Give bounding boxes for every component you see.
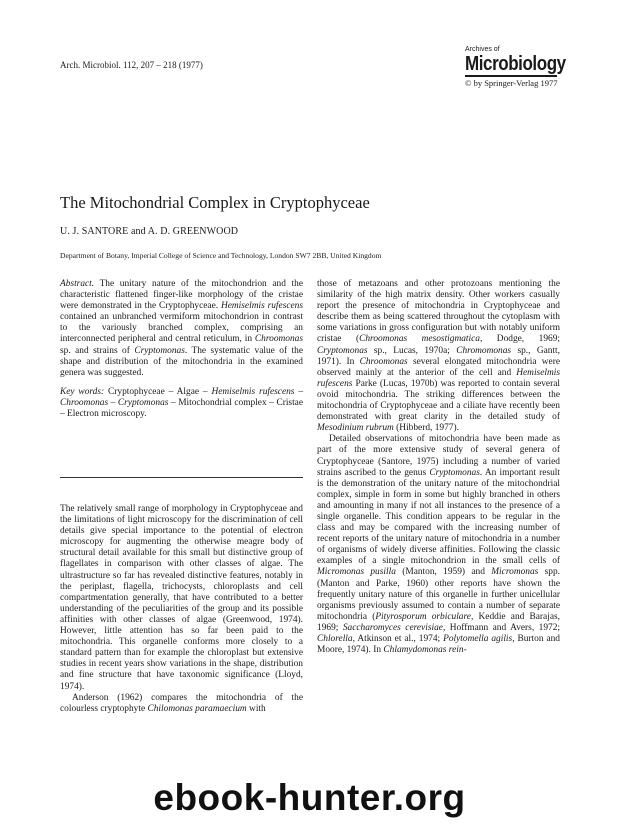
body-species: Saccharomyces cerevisiae — [342, 622, 443, 633]
body-text: sp., Gantt, 1971). In — [317, 345, 560, 367]
keywords-text: – — [294, 386, 303, 397]
body-species: Cryptomonas — [317, 345, 368, 356]
keywords-paragraph — [60, 387, 303, 420]
journal-citation: Arch. Microbiol. 112, 207 – 218 (1977) — [60, 60, 203, 70]
article-authors: U. J. SANTORE and A. D. GREENWOOD — [60, 226, 239, 237]
body-text: , Keddie and Barajas, 1969; — [317, 611, 560, 633]
journal-logo-prefix: Archives of — [465, 46, 500, 53]
body-text: sp., Lucas, 1970a; — [367, 345, 457, 356]
body-species: Micromonas pusilla — [317, 567, 396, 578]
body-text: Parke (Lucas, 1970b) was reported to contain several ovoid mitochondria. The striking differences between the mitochondria of Cryptophyceae and a ciliate have recently been demonstrated with great clarity in the detailed study of — [317, 378, 560, 423]
abstract-block — [60, 279, 303, 420]
body-text: several elongated mitochondria were observed mainly at the anterior of the cell and — [317, 356, 560, 378]
body-text: those of metazoans and other protozoans mentioning the similarity of the high matrix density. Other workers casually report the presence of mitochondria in Cryptophyceae and describe them as being scattered throughout the cytoplasm with some variations in gross configuration but with notably uniform cristae ( — [317, 279, 560, 345]
abstract-species: Chroomonas — [254, 334, 303, 345]
journal-logo-rule — [465, 75, 557, 77]
body-species: Pityrosporum orbiculare — [375, 611, 471, 622]
intro-paragraph — [60, 693, 303, 715]
body-text: , Atkinson et al., 1974; — [352, 634, 444, 644]
body-text: (Hibberd, 1977). — [393, 423, 459, 434]
body-text: spp. (Manton and Parke, 1960) other reports have shown the frequently unitary nature of this organelle in further unicellular organisms previously assumed to contain a number of separate mitochondria ( — [317, 567, 560, 622]
watermark: ebook-hunter.org — [153, 777, 466, 818]
introduction-right-column — [317, 279, 560, 656]
body-species: Cryptomonas — [429, 467, 480, 478]
body-species: Chlamydomonas rein- — [383, 645, 467, 656]
keywords-species: Chroomonas — [60, 397, 109, 408]
keywords-species: Hemiselmis rufescens — [211, 386, 295, 397]
abstract-label: Abstract. — [60, 279, 95, 289]
keywords-text: – — [108, 397, 118, 408]
abstract-text: . The systematic value of the shape and distribution of the mitochondria in the examined genera was suggested. — [60, 345, 303, 378]
body-text: , Burton and Moore, 1974). In — [317, 634, 560, 656]
body-species: Chromomonas — [456, 345, 512, 356]
intro-text: with — [246, 703, 266, 714]
keywords-text: Cryptophyceae – Algae – — [104, 386, 212, 397]
body-text: Detailed observations of mitochondria have been made as part of the more extensive study of several genera of Cryptophyceae (Santore, 1975) including a number of varied strains ascribed to the genus — [317, 434, 560, 478]
body-species: Polytomella agilis — [443, 634, 513, 644]
copyright: © by Springer-Verlag 1977 — [465, 78, 558, 88]
abstract-species: Cryptomonas — [134, 345, 185, 356]
abstract-text: contained an unbranched vermiform mitochondrion in contrast to the variously branched complex, comprising an interconnected peripheral and central reticulum, in — [60, 312, 303, 345]
abstract-species: Hemiselmis rufescens — [220, 301, 304, 312]
article-title: The Mitochondrial Complex in Cryptophyceae — [60, 193, 370, 212]
body-text: . An important result is the demonstration of the unitary nature of the mitochondrial complex, simple in form in some but highly branched in others and amounting in many if not all instances to the presence of a single organelle. This condition appears to be regular in the class and may be compared with the increasing number of recent reports of the unitary nature of mitochondria in a number of organisms of widely diverse affinities. Following the classic examples of a single mitochondrion in the small cells of — [317, 467, 560, 567]
journal-logo — [465, 46, 566, 88]
body-species: Chroomonas — [359, 356, 408, 367]
introduction-left-column — [60, 504, 303, 715]
body-paragraph — [317, 434, 560, 656]
keywords-label: Key words: — [60, 386, 105, 397]
body-text: (Manton, 1959) and — [395, 567, 492, 578]
section-divider — [60, 477, 303, 478]
body-text: , Hoffmann and Avers, 1972; — [442, 622, 560, 633]
journal-logo-name: Microbiology — [465, 53, 566, 75]
body-paragraph — [317, 279, 560, 434]
intro-species: Chilomonas paramaecium — [147, 703, 247, 714]
intro-paragraph: The relatively small range of morphology in Cryptophyceae and the limitations of light microscopy for the discrimination of cell details give special importance to the potential of electron microscopy for augmenting the otherwise meagre body of structural detail available for this small but distinctive group of flagellates in comparison with other classes of algae. The ultrastructure so far has revealed distinctive features, notably in the periplast, flagella, trichocysts, chloroplasts and cell compartmentation generally, that have contributed to a better understanding of the peculiarities of the group and its possible affinities with other classes of algae (Greenwood, 1974). However, little attention has so far been paid to the mitochondria. This organelle conforms more closely to a standard pattern than for example the chloroplast but extensive studies in recent years show variations in the shape, distribution and fine structure that have taxonomic significance (Lloyd, 1974). — [60, 504, 303, 692]
body-species: Chroomonas mesostigmatica — [359, 334, 480, 345]
intro-text: Anderson (1962) compares the mitochondria of the colourless cryptophyte — [60, 692, 303, 714]
abstract-text: sp. and strains of — [60, 345, 135, 356]
body-species: Hemiselmis rufescens — [317, 367, 560, 389]
abstract-text: The unitary nature of the mitochondrion and the characteristic flattened finger-like morphology of the cristae were demonstrated in the Cryptophyceae. — [60, 279, 303, 312]
abstract-paragraph — [60, 279, 303, 379]
body-species: Micromonas — [491, 567, 539, 578]
body-species: Chlorella — [317, 634, 353, 644]
body-species: Mesodinium rubrum — [317, 423, 394, 434]
body-text: , Dodge, 1969; — [479, 334, 560, 345]
keywords-species: Cryptomonas — [117, 397, 169, 408]
article-affiliation: Department of Botany, Imperial College of Science and Technology, London SW7 2BB, United Kingdom — [60, 251, 382, 260]
keywords-text: – Mitochondrial complex – Cristae – Electron microscopy. — [60, 397, 303, 420]
